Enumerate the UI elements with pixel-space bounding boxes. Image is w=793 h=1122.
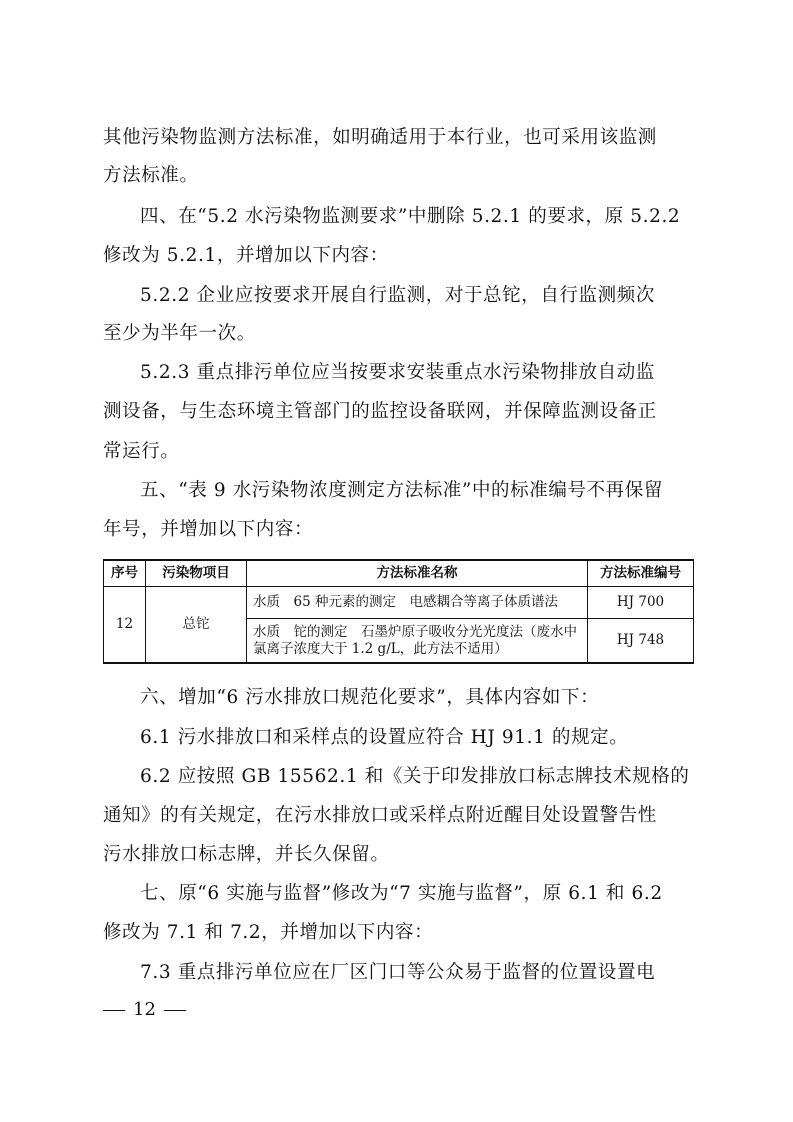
para-3-line-1: 5.2.2 企业应按要求开展自行监测，对于总铊，自行监测频次: [140, 285, 655, 306]
para-4-line-2: 测设备，与生态环境主管部门的监控设备联网，并保障监测设备正: [103, 401, 657, 422]
para-9-line-2: 修改为 7.1 和 7.2，并增加以下内容：: [103, 922, 434, 943]
para-3-line-2: 至少为半年一次。: [103, 323, 256, 344]
cell-pollutant: 总铊: [146, 587, 247, 664]
header-method-code: 方法标准编号: [588, 560, 694, 587]
header-method-name: 方法标准名称: [247, 560, 588, 587]
cell-method-name-1: 水质 65 种元素的测定 电感耦合等离子体质谱法: [247, 587, 588, 619]
table-header-row: [104, 560, 694, 587]
footer-dash-left: [103, 1010, 125, 1011]
page-footer: [103, 996, 194, 1024]
para-10-line-1: 7.3 重点排污单位应在厂区门口等公众易于监督的位置设置电: [140, 962, 656, 983]
para-4-line-1: 5.2.3 重点排污单位应当按要求安装重点水污染物排放自动监: [140, 362, 655, 383]
para-2-line-2: 修改为 5.2.1，并增加以下内容：: [103, 245, 389, 266]
para-2-line-1: 四、在“5.2 水污染物监测要求”中删除 5.2.1 的要求，原 5.2.2: [140, 206, 681, 227]
para-1-line-2: 方法标准。: [103, 165, 199, 186]
para-8-line-3: 污水排放口标志牌，并长久保留。: [103, 844, 390, 865]
para-5-line-1: 五、“表 9 水污染物浓度测定方法标准”中的标准编号不再保留: [140, 480, 663, 501]
table-row: [104, 587, 694, 619]
para-8-line-2: 通知》的有关规定，在污水排放口或采样点附近醒目处设置警告性: [103, 805, 657, 826]
cell-method-code-1: HJ 700: [588, 587, 694, 619]
para-9-line-1: 七、原“6 实施与监督”修改为“7 实施与监督”，原 6.1 和 6.2: [140, 883, 663, 904]
cell-no: 12: [104, 587, 146, 664]
para-8-line-1: 6.2 应按照 GB 15562.1 和《关于印发排放口标志牌技术规格的: [140, 766, 690, 787]
para-5-line-2: 年号，并增加以下内容：: [103, 519, 314, 540]
para-6-line-1: 六、增加“6 污水排放口规范化要求”，具体内容如下：: [140, 687, 600, 708]
cell-method-code-2: HJ 748: [588, 619, 694, 664]
header-pollutant: 污染物项目: [146, 560, 247, 587]
method-standard-table: [103, 559, 694, 664]
para-7-line-1: 6.1 污水排放口和采样点的设置应符合 HJ 91.1 的规定。: [140, 727, 629, 748]
cell-method-name-2: 水质 铊的测定 石墨炉原子吸收分光光度法（废水中氯离子浓度大于 1.2 g/L，此方法不适用）: [247, 619, 588, 664]
para-4-line-3: 常运行。: [103, 441, 180, 462]
header-no: 序号: [104, 560, 146, 587]
page-number: 12: [133, 999, 156, 1020]
footer-dash-right: [164, 1010, 186, 1011]
para-1-line-1: 其他污染物监测方法标准，如明确适用于本行业，也可采用该监测: [103, 127, 657, 148]
